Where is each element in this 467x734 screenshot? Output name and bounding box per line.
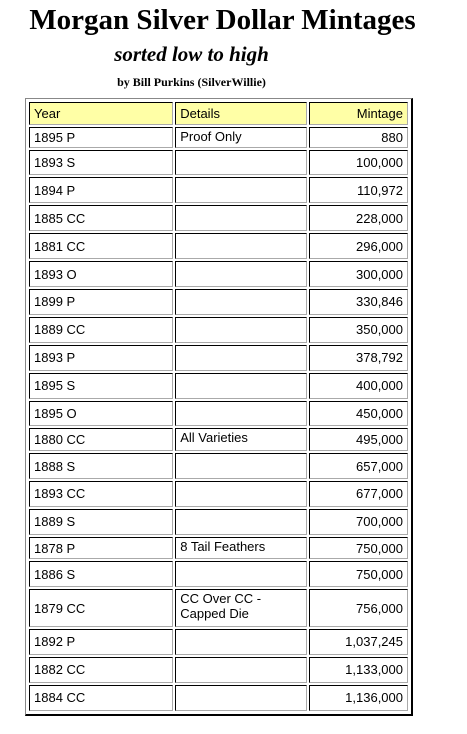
cell-mintage: 657,000 <box>309 453 408 479</box>
cell-year: 1893 O <box>29 261 173 287</box>
cell-details: 8 Tail Feathers <box>175 537 307 560</box>
author-byline: by Bill Purkins (SilverWillie) <box>117 75 266 89</box>
column-header-details: Details <box>175 102 307 125</box>
mintage-table <box>27 100 410 713</box>
cell-year: 1881 CC <box>29 233 173 259</box>
cell-year: 1899 P <box>29 289 173 315</box>
cell-details <box>175 205 307 231</box>
cell-year: 1892 P <box>29 629 173 655</box>
cell-mintage: 378,792 <box>309 345 408 371</box>
cell-details: Proof Only <box>175 127 307 148</box>
cell-mintage: 296,000 <box>309 233 408 259</box>
table-row <box>29 177 408 203</box>
table-row <box>29 289 408 315</box>
table-header-row <box>29 102 408 125</box>
cell-details <box>175 657 307 683</box>
table-row <box>29 401 408 427</box>
cell-mintage: 330,846 <box>309 289 408 315</box>
cell-year: 1895 O <box>29 401 173 427</box>
cell-year: 1895 S <box>29 373 173 399</box>
cell-year: 1885 CC <box>29 205 173 231</box>
table-row <box>29 453 408 479</box>
cell-details <box>175 177 307 203</box>
cell-details <box>175 561 307 587</box>
cell-mintage: 756,000 <box>309 589 408 627</box>
table-row <box>29 428 408 451</box>
cell-mintage: 450,000 <box>309 401 408 427</box>
page-subtitle: sorted low to high <box>114 42 269 66</box>
page-title: Morgan Silver Dollar Mintages <box>29 4 416 36</box>
table-row <box>29 561 408 587</box>
table-row <box>29 685 408 711</box>
cell-details <box>175 233 307 259</box>
cell-year: 1893 CC <box>29 481 173 507</box>
cell-mintage: 880 <box>309 127 408 148</box>
cell-mintage: 495,000 <box>309 428 408 451</box>
cell-details <box>175 261 307 287</box>
cell-details <box>175 685 307 711</box>
cell-mintage: 750,000 <box>309 561 408 587</box>
table-row <box>29 589 408 627</box>
cell-mintage: 1,133,000 <box>309 657 408 683</box>
cell-mintage: 110,972 <box>309 177 408 203</box>
table-row <box>29 481 408 507</box>
cell-details: All Varieties <box>175 428 307 451</box>
cell-year: 1893 P <box>29 345 173 371</box>
cell-details <box>175 317 307 343</box>
cell-mintage: 100,000 <box>309 150 408 176</box>
table-row <box>29 233 408 259</box>
cell-details <box>175 373 307 399</box>
cell-year: 1879 CC <box>29 589 173 627</box>
cell-details <box>175 509 307 535</box>
table-row <box>29 629 408 655</box>
cell-year: 1886 S <box>29 561 173 587</box>
cell-details <box>175 481 307 507</box>
cell-details: CC Over CC - Capped Die <box>175 589 307 627</box>
table-row <box>29 537 408 560</box>
cell-year: 1888 S <box>29 453 173 479</box>
cell-year: 1889 S <box>29 509 173 535</box>
table-row <box>29 317 408 343</box>
table-row <box>29 345 408 371</box>
cell-year: 1895 P <box>29 127 173 148</box>
cell-mintage: 300,000 <box>309 261 408 287</box>
cell-year: 1880 CC <box>29 428 173 451</box>
cell-mintage: 1,136,000 <box>309 685 408 711</box>
column-header-mintage: Mintage <box>309 102 408 125</box>
table-row <box>29 205 408 231</box>
cell-details <box>175 401 307 427</box>
cell-year: 1884 CC <box>29 685 173 711</box>
cell-mintage: 350,000 <box>309 317 408 343</box>
cell-year: 1894 P <box>29 177 173 203</box>
table-row <box>29 150 408 176</box>
cell-details <box>175 629 307 655</box>
cell-details <box>175 150 307 176</box>
table-body <box>29 127 408 711</box>
cell-mintage: 750,000 <box>309 537 408 560</box>
cell-mintage: 228,000 <box>309 205 408 231</box>
mintage-table-frame <box>25 98 413 716</box>
cell-mintage: 1,037,245 <box>309 629 408 655</box>
table-row <box>29 373 408 399</box>
cell-mintage: 400,000 <box>309 373 408 399</box>
column-header-year: Year <box>29 102 173 125</box>
cell-year: 1878 P <box>29 537 173 560</box>
cell-mintage: 677,000 <box>309 481 408 507</box>
cell-year: 1889 CC <box>29 317 173 343</box>
table-row <box>29 657 408 683</box>
cell-mintage: 700,000 <box>309 509 408 535</box>
table-row <box>29 127 408 148</box>
table-row <box>29 509 408 535</box>
cell-details <box>175 345 307 371</box>
cell-year: 1882 CC <box>29 657 173 683</box>
table-row <box>29 261 408 287</box>
cell-details <box>175 453 307 479</box>
cell-details <box>175 289 307 315</box>
cell-year: 1893 S <box>29 150 173 176</box>
